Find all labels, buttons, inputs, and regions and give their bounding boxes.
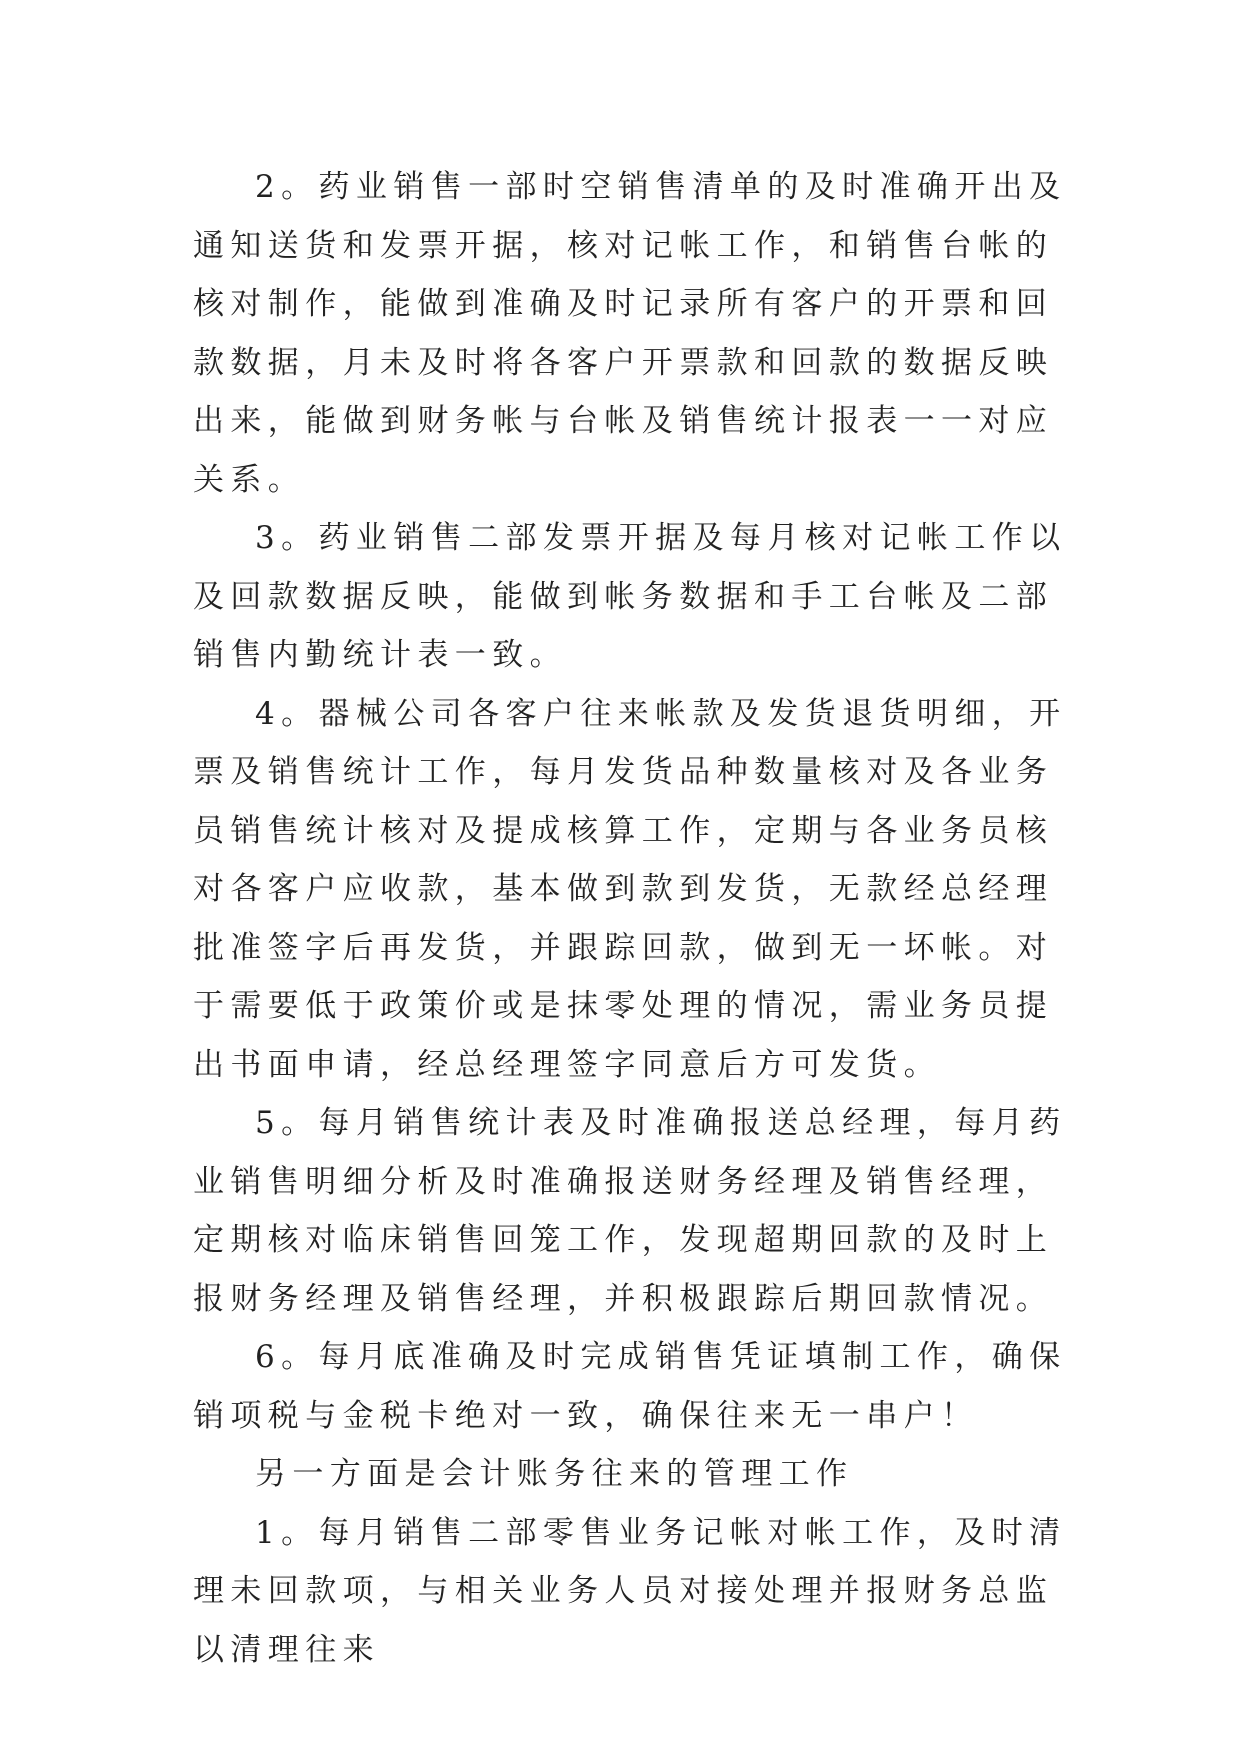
paragraph-item-4: 4。器械公司各客户往来帐款及发货退货明细，开票及销售统计工作，每月发货品种数量核对及各业务员销售统计核对及提成核算工作，定期与各业务员核对各客户应收款，基本做到款到发货，无款经总经理批准签字后再发货，并跟踪回款，做到无一坏帐。对于需要低于政策价或是抹零处理的情况，需业务员提出书面申请，经总经理签字同意后方可发货。 bbox=[193, 695, 1067, 1083]
paragraph-item-3: 3。药业销售二部发票开据及每月核对记帐工作以及回款数据反映，能做到帐务数据和手工台帐及二部销售内勤统计表一致。 bbox=[193, 520, 1067, 673]
paragraph-item-6: 6。每月底准确及时完成销售凭证填制工作，确保销项税与金税卡绝对一致，确保往来无一串户！ bbox=[193, 1339, 1067, 1434]
paragraph-item-5: 5。每月销售统计表及时准确报送总经理，每月药业销售明细分析及时准确报送财务经理及销售经理，定期核对临床销售回笼工作，发现超期回款的及时上报财务经理及销售经理，并积极跟踪后期回款情况。 bbox=[193, 1105, 1067, 1317]
body-text bbox=[193, 158, 1073, 1679]
section-heading: 另一方面是会计账务往来的管理工作 bbox=[255, 1456, 854, 1492]
paragraph-item-1: 1。每月销售二部零售业务记帐对帐工作，及时清理未回款项，与相关业务人员对接处理并报财务总监以清理往来 bbox=[193, 1514, 1067, 1668]
paragraph-item-2: 2。药业销售一部时空销售清单的及时准确开出及通知送货和发票开据，核对记帐工作，和销售台帐的核对制作，能做到准确及时记录所有客户的开票和回款数据，月未及时将各客户开票款和回款的数据反映出来，能做到财务帐与台帐及销售统计报表一一对应关系。 bbox=[193, 169, 1067, 498]
